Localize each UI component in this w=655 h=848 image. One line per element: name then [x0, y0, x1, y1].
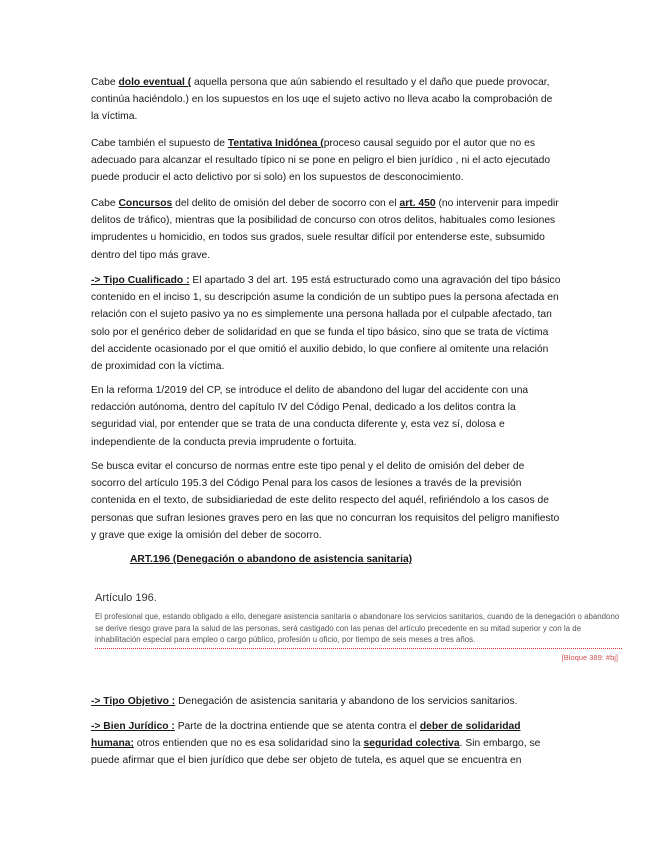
- text: del delito de omisión del deber de socorro con el: [172, 198, 400, 209]
- paragraph-tentativa-inidonea: [91, 135, 561, 187]
- term-art-450: art. 450: [399, 198, 436, 209]
- term-dolo-eventual: dolo eventual (: [118, 77, 192, 88]
- text: Cabe también el supuesto de: [91, 138, 228, 149]
- text: Cabe: [91, 198, 119, 209]
- term-tipo-cualificado: -> Tipo Cualificado :: [91, 275, 190, 286]
- text: . Sin embargo, se puede afirmar que el bien jurídico que debe ser objeto de tutela, es aquel que se encuentra en: [91, 738, 541, 767]
- text: otros entienden que no es esa solidaridad sino la: [133, 738, 364, 750]
- paragraph-tipo-cualificado: [91, 272, 561, 375]
- term-tentativa-inidonea: Tentativa Inidónea (: [227, 138, 324, 149]
- paragraph-reforma: En la reforma 1/2019 del CP, se introduce el delito de abandono del lugar del accidente con una redacción autónoma, dentro del capítulo IV del Código Penal, dedicado a los delitos contra la seguridad vial, por entender que se trata de una conducta diferente y, esta vez sí, dolosa e independiente de la conducta previa imprudente o fortuita.: [91, 385, 529, 448]
- text: Denegación de asistencia sanitaria y abandono de los servicios sanitarios.: [175, 696, 518, 707]
- law-article-title: Artículo 196.: [95, 592, 157, 604]
- term-bien-juridico: -> Bien Jurídico :: [91, 721, 175, 732]
- term-deber-solidaridad: deber de solidaridad humana;: [91, 721, 521, 750]
- paragraph-concursos: [91, 195, 561, 264]
- law-divider: [95, 648, 622, 649]
- paragraph-dolo-eventual: [91, 74, 561, 126]
- term-seguridad-colectiva: seguridad colectiva: [363, 738, 460, 750]
- paragraph-concurso-normas: Se busca evitar el concurso de normas entre este tipo penal y el delito de omisión del deber de socorro del artículo 195.3 del Código Penal para los casos de lesiones a través de la previsión contenida en el texto, de subsidiariedad de este delito respecto del aquél, refiriéndolo a los casos de personas que sufran lesiones graves pero en las que no concurran los requisitos del peligro manifiesto y grave que exige la omisión del deber de socorro.: [91, 461, 560, 541]
- paragraph-bien-juridico: [91, 718, 561, 770]
- law-article-text: El profesional que, estando obligado a ello, denegare asistencia sanitaria o abandonare los servicios sanitarios, cuando de la denegación o abandono se derive riesgo grave para la salud de las personas, será castigado con las penas del artículo precedente en su mitad superior y con la de inhabilitación especial para empleo o cargo público, profesión u oficio, por tiempo de seis meses a tres años.: [95, 612, 620, 644]
- term-tipo-objetivo: -> Tipo Objetivo :: [91, 696, 176, 707]
- law-reference-link[interactable]: [Bloque 389: #bj]: [561, 653, 618, 662]
- text: aquella persona que aún sabiendo el resultado y el daño que puede provocar, continúa haciéndolo.) en los supuestos en los uqe el sujeto activo no lleva acabo la comprobación de la víctima.: [91, 77, 553, 123]
- text: Parte de la doctrina entiende que se atenta contra el: [174, 721, 420, 732]
- text: (no intervenir para impedir delitos de tráfico), mientras que la posibilidad de concurso con otros delitos, habituales como lesiones imprudentes u homicidio, en todos sus grados, suele resultar difícil por entenderse este, subsumido dentro del tipo más grave.: [91, 198, 559, 261]
- paragraph-tipo-objetivo: [91, 693, 561, 710]
- section-heading-art-196: ART.196 (Denegación o abandono de asistencia sanitaria): [130, 554, 413, 565]
- term-concursos: Concursos: [118, 198, 173, 209]
- law-article-box: [95, 590, 622, 678]
- text: El apartado 3 del art. 195 está estructurado como una agravación del tipo básico contenido en el inciso 1, su descripción asume la condición de un subtipo pues la persona afectada en relación con el sujeto pasivo ya no es simplemente una persona hallada por el culpable afectado, tan solo por el genérico deber de solidaridad en que se funda el tipo básico, sino que se trata de víctima del accidente ocasionado por el que omitió el auxilio debido, lo que confiere al omitente una relación de proximidad con la víctima.: [91, 275, 561, 373]
- text: Cabe: [91, 77, 119, 88]
- text: proceso causal seguido por el autor que no es adecuado para alcanzar el resultado típico ni se pone en peligro el bien jurídico , ni el acto ejecutado puede producir el acto delictivo por si solo) en los supuestos de desconocimiento.: [91, 138, 551, 184]
